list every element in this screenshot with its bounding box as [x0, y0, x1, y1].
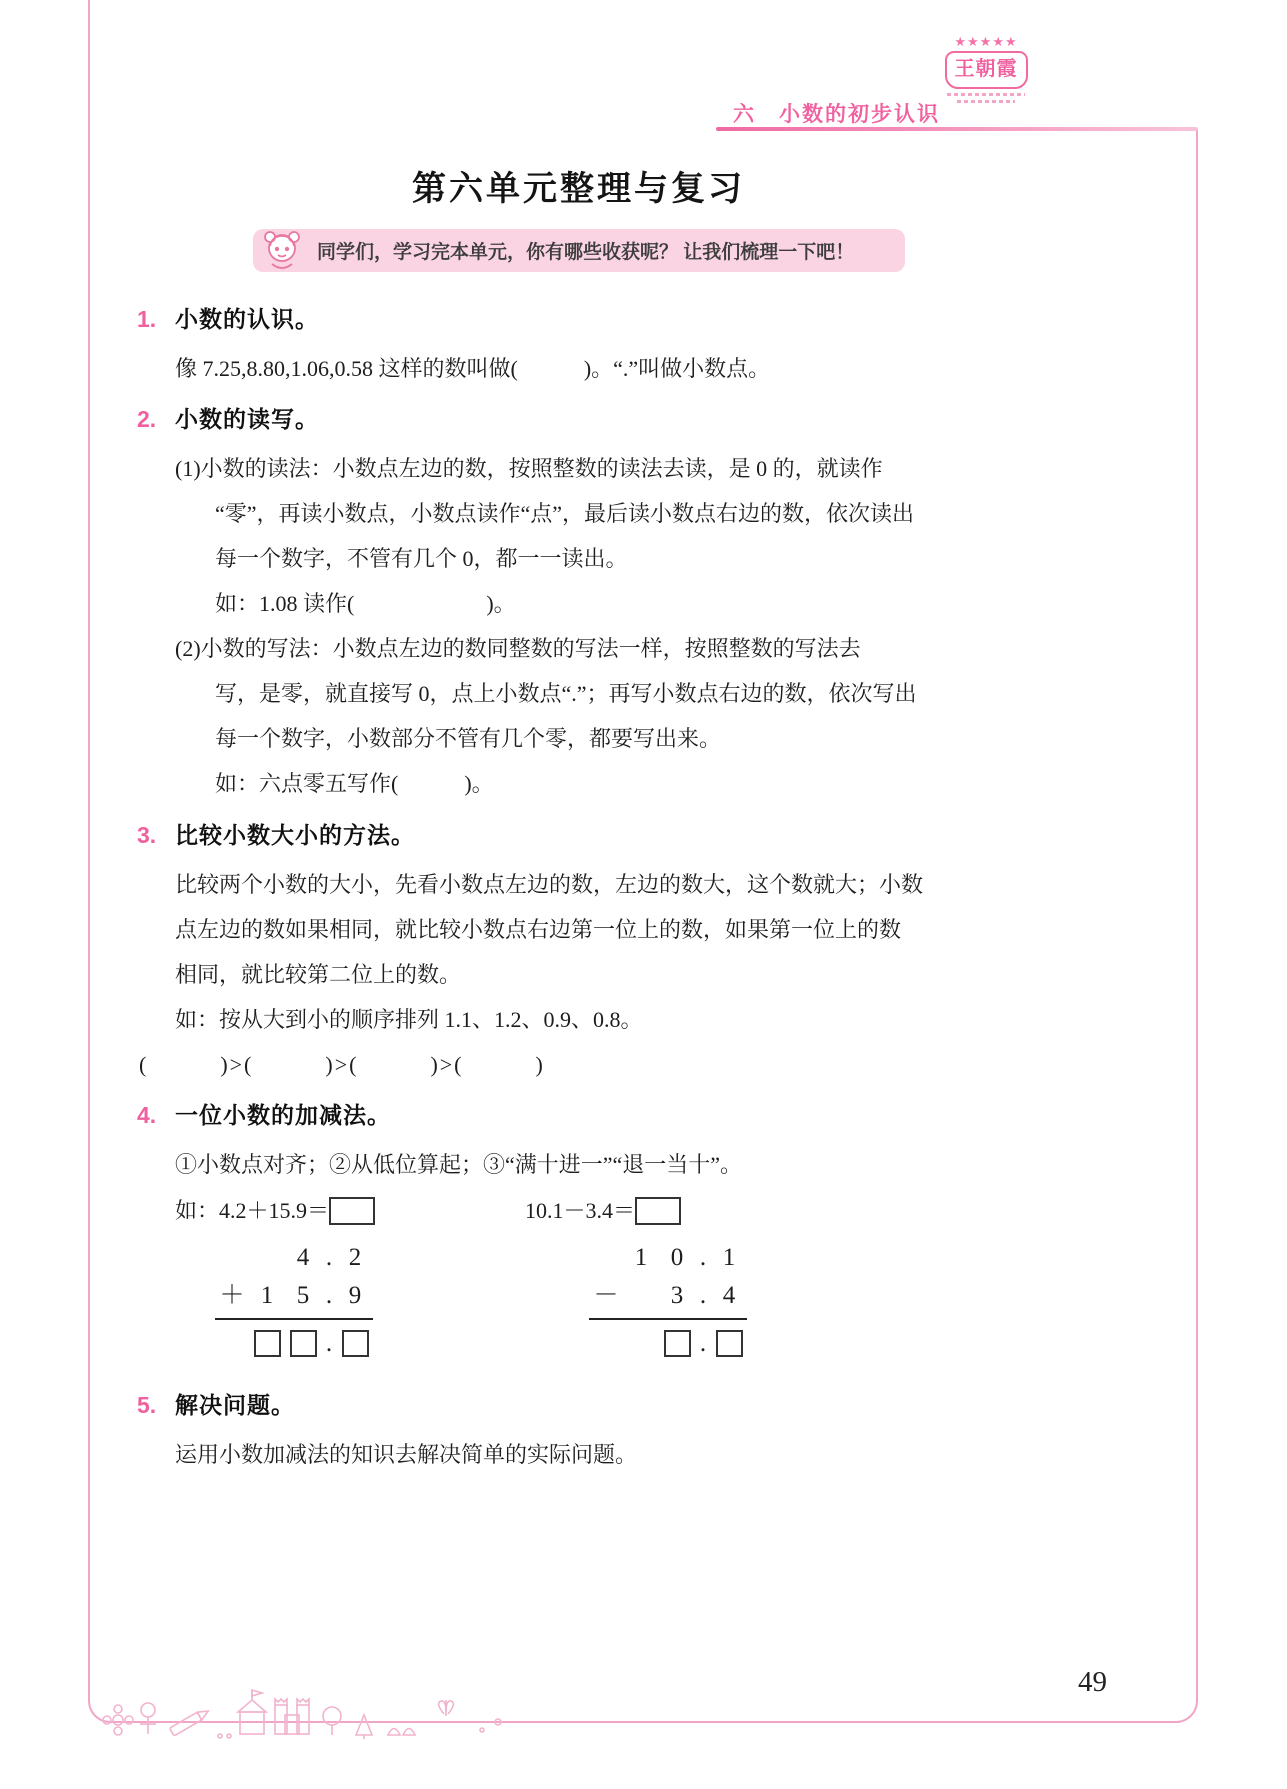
answer-blanks-line: ( )>( )>( )>( ): [139, 1052, 545, 1077]
digit-cell: 2: [348, 1244, 362, 1271]
difference-rule-line: [589, 1318, 747, 1320]
answer-box: [342, 1330, 369, 1357]
text-line: 每一个数字，不管有几个 0，都一一读出。: [215, 546, 628, 571]
vertical-subtraction: [589, 1239, 747, 1363]
digit-cell: 4: [296, 1244, 310, 1271]
digit-cell: 1: [260, 1282, 274, 1309]
digit-cell: 0: [670, 1244, 684, 1271]
digit-cell: 4: [722, 1282, 736, 1309]
empty-cell: [215, 1325, 249, 1361]
vertical-arithmetic: [137, 1239, 1037, 1381]
section-3-number: 3.: [137, 822, 157, 848]
empty-cell: [589, 1325, 623, 1361]
decimal-point: .: [699, 1330, 707, 1357]
decimal-point: .: [699, 1282, 707, 1309]
page-frame-right: [1160, 129, 1198, 1723]
text-line: 如：六点零五写作( )。: [215, 771, 494, 796]
minus-operator: －: [593, 1282, 619, 1309]
section-4: [137, 1092, 1037, 1381]
digit-cell: [215, 1239, 249, 1277]
digit-cell: 3: [670, 1282, 684, 1309]
equations-row: [175, 1187, 1037, 1235]
text-line: 如：1.08 读作( )。: [215, 591, 516, 616]
digit-cell: [589, 1239, 623, 1277]
section-3-heading: 比较小数大小的方法。: [175, 822, 415, 848]
stars-icon: ★★★★★: [954, 34, 1018, 49]
page-number: 49: [1078, 1666, 1107, 1698]
digit-cell: 1: [634, 1244, 648, 1271]
digit-cell: 9: [348, 1282, 362, 1309]
text-line: 比较两个小数的大小，先看小数点左边的数，左边的数大，这个数就大；小数: [175, 872, 924, 897]
section-1-heading: 小数的认识。: [175, 306, 319, 332]
decimal-point: .: [699, 1244, 707, 1271]
decimal-point: .: [325, 1330, 333, 1357]
section-1: [137, 296, 1037, 391]
section-5-number: 5.: [137, 1392, 157, 1418]
answer-box: [716, 1330, 743, 1357]
answer-box-cell: [337, 1325, 373, 1361]
section-2: [137, 396, 1037, 806]
sum-rule-line: [215, 1318, 373, 1320]
empty-cell: [623, 1325, 659, 1361]
answer-box: [254, 1330, 281, 1357]
answer-box-cell: [249, 1325, 285, 1361]
vertical-addition: [215, 1239, 373, 1363]
answer-box-cell: [711, 1325, 747, 1361]
page-title: 第六单元整理与复习: [412, 170, 745, 208]
text-line: 点左边的数如果相同，就比较小数点右边第一位上的数，如果第一位上的数: [175, 917, 902, 942]
digit-cell: [249, 1239, 285, 1277]
text-line: 如：按从大到小的顺序排列 1.1、1.2、0.9、0.8。: [175, 1007, 643, 1032]
answer-box-cell: [285, 1325, 321, 1361]
publisher-badge: [934, 34, 1038, 103]
section-5: [137, 1382, 1037, 1477]
digit-cell: [623, 1277, 659, 1315]
section-4-heading: 一位小数的加减法。: [175, 1102, 391, 1128]
text-line: (2)小数的写法：小数点左边的数同整数的写法一样，按照整数的写法去: [175, 636, 861, 661]
text-line: 像 7.25,8.80,1.06,0.58 这样的数叫做( )。“.”叫做小数点。: [175, 356, 771, 381]
text-line: 运用小数加减法的知识去解决简单的实际问题。: [175, 1442, 638, 1467]
section-1-number: 1.: [137, 306, 157, 332]
section-4-number: 4.: [137, 1102, 157, 1128]
plus-operator: ＋: [219, 1282, 245, 1309]
answer-box: [635, 1197, 681, 1225]
digit-cell: 1: [722, 1244, 736, 1271]
text-line: 每一个数字，小数部分不管有几个零，都要写出来。: [215, 726, 722, 751]
digit-cell: 5: [296, 1282, 310, 1309]
badge-tagline-decoration: [957, 100, 1015, 103]
answer-box: [290, 1330, 317, 1357]
text-line: “零”，再读小数点，小数点读作“点”，最后读小数点右边的数，依次读出: [215, 501, 915, 526]
text-line: 相同，就比较第二位上的数。: [175, 962, 462, 987]
section-2-number: 2.: [137, 406, 157, 432]
section-5-heading: 解决问题。: [175, 1392, 295, 1418]
text-line: (1)小数的读法：小数点左边的数，按照整数的读法去读，是 0 的，就读作: [175, 456, 883, 481]
decimal-point: .: [325, 1244, 333, 1271]
answer-box: [329, 1197, 375, 1225]
answer-box: [664, 1330, 691, 1357]
brand-emblem: 王朝霞: [945, 51, 1028, 89]
answer-box-cell: [659, 1325, 695, 1361]
intro-banner-text: 同学们，学习完本单元，你有哪些收获呢？ 让我们梳理一下吧！: [317, 242, 855, 263]
decimal-point: .: [325, 1282, 333, 1309]
footer-doodles-decoration: [100, 1650, 530, 1746]
section-2-heading: 小数的读写。: [175, 406, 319, 432]
badge-tagline-decoration: [947, 93, 1025, 96]
equation-add: 如：4.2＋15.9＝: [175, 1198, 330, 1223]
unit-header-label: 六 小数的初步认识: [733, 103, 940, 126]
section-3: [137, 812, 1037, 1087]
text-line: 写，是零，就直接写 0，点上小数点“.”；再写小数点右边的数，依次写出: [215, 681, 917, 706]
student-icon: [257, 224, 307, 276]
unit-header-rule: [716, 127, 1198, 131]
equation-sub: 10.1－3.4＝: [525, 1198, 636, 1223]
text-line: ①小数点对齐；②从低位算起；③“满十进一”“退一当十”。: [175, 1152, 743, 1177]
intro-banner: [253, 229, 905, 272]
